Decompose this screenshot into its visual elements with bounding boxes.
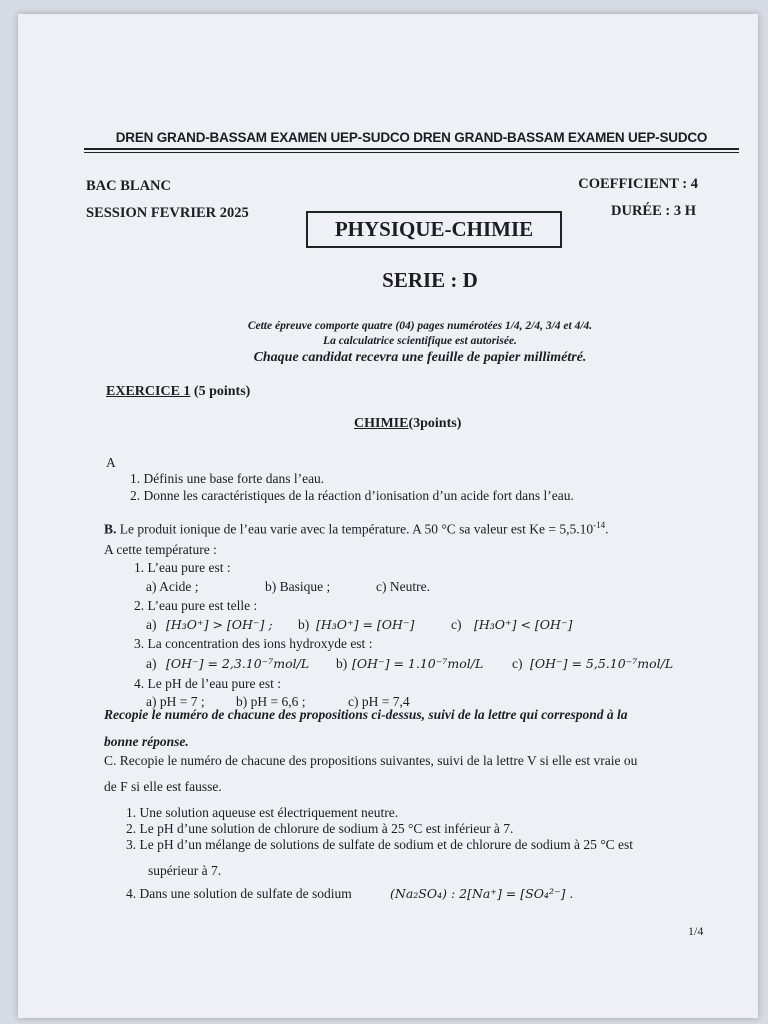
paper-note: Chaque candidat recevra une feuille de papier millimétré. bbox=[253, 350, 587, 365]
duration-label: DURÉE : 3 H bbox=[611, 203, 696, 219]
part-b-q4-b: b) pH = 6,6 ; bbox=[236, 694, 306, 709]
part-b-q2: 2. L’eau pure est telle : bbox=[134, 598, 258, 613]
part-b-q2-b: [H₃O⁺] = [OH⁻] bbox=[316, 617, 415, 632]
subject-title: PHYSIQUE-CHIMIE bbox=[306, 211, 562, 248]
part-b-q4-c: c) pH = 7,4 bbox=[348, 694, 410, 709]
part-c-intro-1: C. Recopie le numéro de chacune des propositions suivantes, suivi de la lettre V si elle est vraie ou bbox=[104, 753, 638, 768]
chimie-heading bbox=[354, 416, 461, 432]
serie-title: SERIE : D bbox=[382, 268, 478, 292]
part-b-q1-a: a) Acide ; bbox=[146, 579, 199, 594]
part-b-q2-a: [H₃O⁺] > [OH⁻] ; bbox=[166, 617, 273, 632]
chimie-title: CHIMIE bbox=[354, 416, 409, 431]
part-b-q4-a: a) pH = 7 ; bbox=[146, 694, 205, 709]
part-b-intro bbox=[104, 520, 609, 538]
chimie-points: (3points) bbox=[408, 416, 462, 431]
part-b-q2-c-label: c) bbox=[451, 617, 462, 632]
part-b-q3-b-label: b) bbox=[336, 656, 348, 671]
part-b-q3-a-label: a) bbox=[146, 656, 157, 671]
part-c-p4: 4. Dans une solution de sulfate de sodium bbox=[126, 886, 352, 901]
pages-note: Cette épreuve comporte quatre (04) pages numérotées 1/4, 2/4, 3/4 et 4/4. bbox=[247, 320, 593, 332]
banner-underline bbox=[84, 152, 739, 153]
header-banner: DREN GRAND-BASSAM EXAMEN UEP-SUDCO DREN GRAND-BASSAM EXAMEN UEP-SUDCO bbox=[84, 130, 739, 150]
part-c-p4-formula: (Na₂SO₄) : 2[Na⁺] = [SO₄²⁻] . bbox=[390, 886, 574, 901]
part-b-intro-exponent: -14 bbox=[593, 520, 606, 530]
exam-name: BAC BLANC bbox=[86, 178, 171, 194]
exercise-points: (5 points) bbox=[190, 384, 251, 399]
coefficient-label: COEFFICIENT : 4 bbox=[578, 176, 698, 192]
part-b-q2-b-label: b) bbox=[298, 617, 310, 632]
part-b-intro-text: Le produit ionique de l’eau varie avec la température. A 50 °C sa valeur est Ke = 5,5.10 bbox=[116, 521, 594, 537]
exercise-heading bbox=[106, 384, 250, 400]
part-b-q1: 1. L’eau pure est : bbox=[134, 560, 231, 575]
part-c-p3a: 3. Le pH d’un mélange de solutions de sulfate de sodium et de chlorure de sodium à 25 °C est bbox=[126, 837, 634, 852]
part-b-q3-c-label: c) bbox=[512, 656, 523, 671]
part-b-instruction-2: bonne réponse. bbox=[104, 734, 189, 749]
part-b-q3-b: [OH⁻] = 1.10⁻⁷mol/L bbox=[352, 656, 484, 671]
part-a-label: A bbox=[106, 455, 116, 470]
part-b-q2-a-label: a) bbox=[146, 617, 157, 632]
part-b-q3-a: [OH⁻] = 2,3.10⁻⁷mol/L bbox=[166, 656, 310, 671]
exercise-title: EXERCICE 1 bbox=[106, 384, 191, 399]
page-number: 1/4 bbox=[688, 924, 704, 938]
part-b-intro-end: . bbox=[605, 521, 609, 537]
part-b-q1-b: b) Basique ; bbox=[265, 579, 331, 594]
part-c-p1: 1. Une solution aqueuse est électriquement neutre. bbox=[126, 805, 399, 820]
part-b-q1-c: c) Neutre. bbox=[376, 579, 430, 594]
part-a-q1: 1. Définis une base forte dans l’eau. bbox=[130, 471, 325, 486]
part-b-q2-c: [H₃O⁺] < [OH⁻] bbox=[474, 617, 573, 632]
part-c-p3b: supérieur à 7. bbox=[148, 863, 222, 878]
part-c-p2: 2. Le pH d’une solution de chlorure de sodium à 25 °C est inférieur à 7. bbox=[126, 821, 514, 836]
exam-sheet bbox=[18, 14, 758, 1018]
part-c-intro-2: de F si elle est fausse. bbox=[104, 779, 222, 794]
part-b-q4: 4. Le pH de l’eau pure est : bbox=[134, 676, 281, 691]
part-b-temp: A cette température : bbox=[104, 542, 217, 557]
part-a-q2: 2. Donne les caractéristiques de la réaction d’ionisation d’un acide fort dans l’eau. bbox=[130, 488, 574, 503]
calculator-note: La calculatrice scientifique est autorisée. bbox=[323, 335, 517, 347]
session-label: SESSION FEVRIER 2025 bbox=[86, 205, 249, 221]
part-b-q3: 3. La concentration des ions hydroxyde est : bbox=[134, 636, 373, 651]
part-b-label: B. bbox=[104, 521, 117, 537]
part-b-instruction-1: Recopie le numéro de chacune des propositions ci-dessus, suivi de la lettre qui correspond à la bbox=[104, 707, 628, 722]
part-b-q3-c: [OH⁻] = 5,5.10⁻⁷mol/L bbox=[530, 656, 674, 671]
